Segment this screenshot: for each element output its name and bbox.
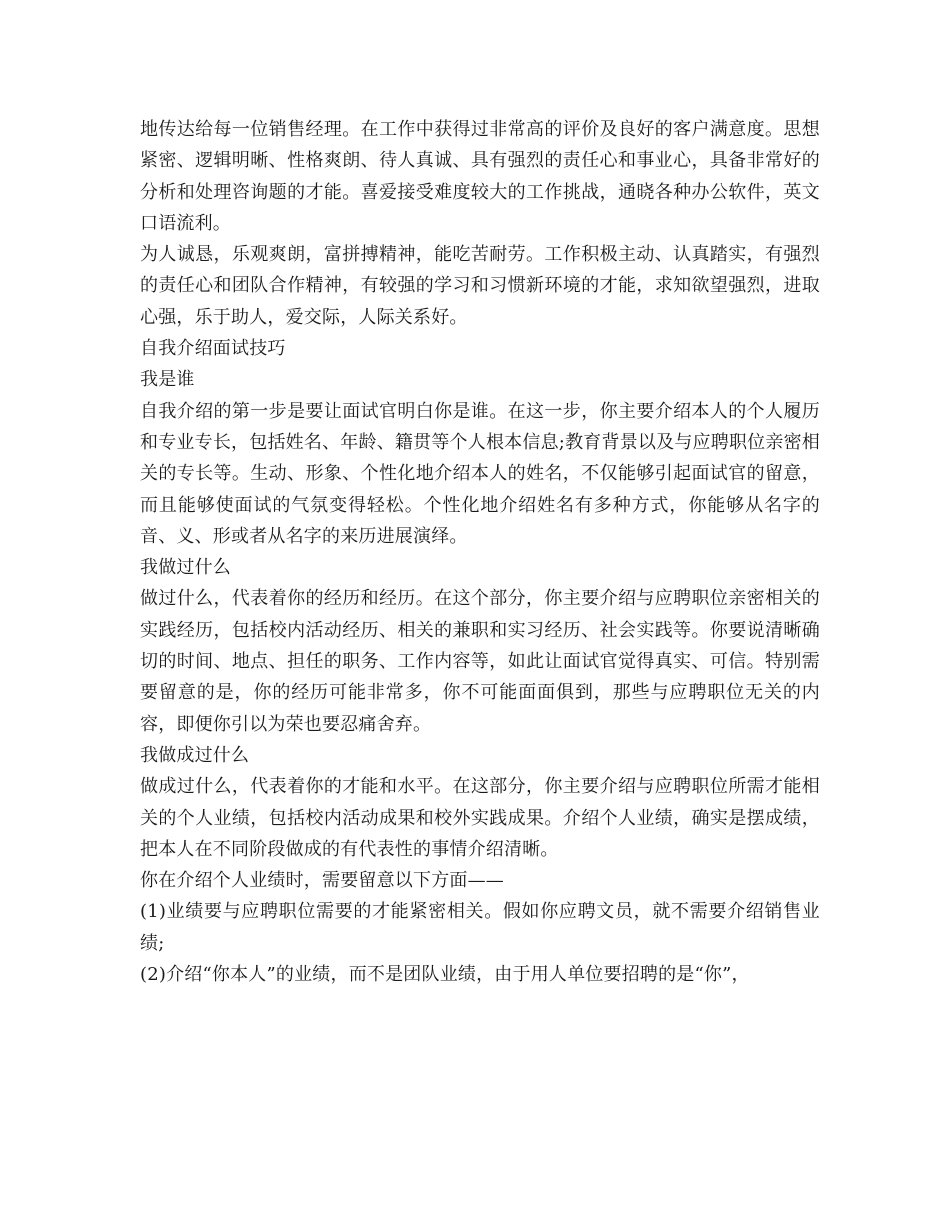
subheading-who-am-i: 我是谁 bbox=[140, 369, 195, 391]
paragraph-what-i-did: 做过什么，代表着你的经历和经历。在这个部分，你主要介绍与应聘职位亲密相关的实践经历，包括校内活动经历、相关的兼职和实习经历、社会实践等。你要说清晰确切的时间、地点、担任的职务、工作内容等，如此让面试官觉得真实、可信。特别需要留意的是，你的经历可能非常多，你不可能面面俱到，那些与应聘职位无关的内容，即便你引以为荣也要忍痛舍弃。 bbox=[140, 588, 820, 735]
list-item-1: (1)业绩要与应聘职位需要的才能紧密相关。假如你应聘文员，就不需要介绍销售业绩; bbox=[140, 901, 820, 954]
list-item-2: (2)介绍“你本人”的业绩，而不是团队业绩，由于用人单位要招聘的是“你”， bbox=[140, 964, 750, 986]
paragraph-personal-traits: 为人诚恳，乐观爽朗，富拼搏精神，能吃苦耐劳。工作积极主动、认真踏实，有强烈的责任心和团队合作精神，有较强的学习和习惯新环境的才能，求知欲望强烈，进取心强，乐于助人，爱交际，人际关系好。 bbox=[140, 244, 820, 328]
section-heading-interview-tips: 自我介绍面试技巧 bbox=[140, 338, 286, 360]
paragraph-who-am-i: 自我介绍的第一步是要让面试官明白你是谁。在这一步，你主要介绍本人的个人履历和专业专长，包括姓名、年龄、籍贯等个人根本信息;教育背景以及与应聘职位亲密相关的专长等。生动、形象、个性化地介绍本人的姓名，不仅能够引起面试官的留意，而且能够使面试的气氛变得轻松。个性化地介绍姓名有多种方式，你能够从名字的音、义、形或者从名字的来历进展演绎。 bbox=[140, 400, 820, 547]
document-body bbox=[140, 114, 820, 990]
paragraph-what-i-achieved: 做成过什么，代表着你的才能和水平。在这部分，你主要介绍与应聘职位所需才能相关的个人业绩，包括校内活动成果和校外实践成果。介绍个人业绩，确实是摆成绩，把本人在不同阶段做成的有代表性的事情介绍清晰。 bbox=[140, 776, 820, 860]
subheading-what-i-achieved: 我做成过什么 bbox=[140, 744, 250, 766]
subheading-what-i-did: 我做过什么 bbox=[140, 557, 231, 579]
paragraph-personal-summary: 地传达给每一位销售经理。在工作中获得过非常高的评价及良好的客户满意度。思想紧密、逻辑明晰、性格爽朗、待人真诚、具有强烈的责任心和事业心，具备非常好的分析和处理咨询题的才能。喜爱接受难度较大的工作挑战，通晓各种办公软件，英文口语流利。 bbox=[140, 119, 820, 234]
paragraph-achievement-notes-intro: 你在介绍个人业绩时，需要留意以下方面—— bbox=[140, 870, 504, 892]
